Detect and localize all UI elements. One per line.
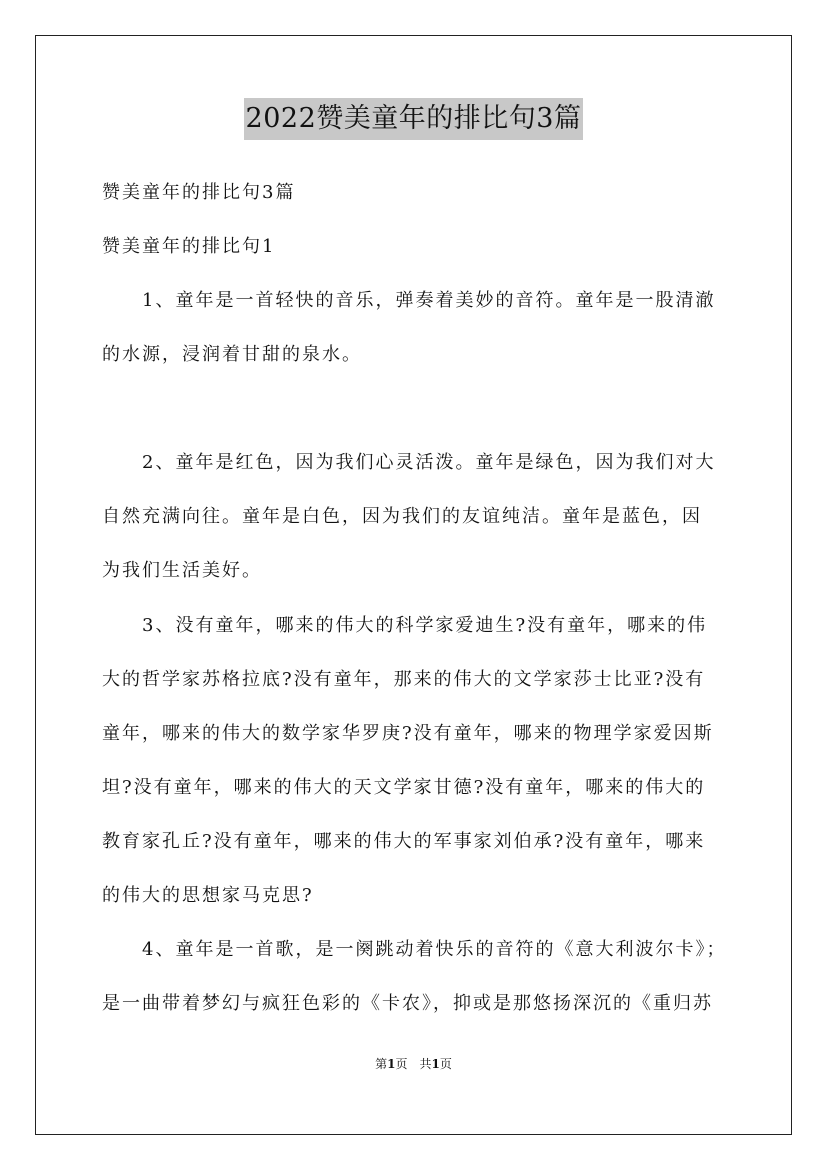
paragraph-line: 教育家孔丘?没有童年，哪来的伟大的军事家刘伯承?没有童年，哪来 <box>102 831 706 852</box>
paragraph-line: 是一曲带着梦幻与疯狂色彩的《卡农》，抑或是那悠扬深沉的《重归苏 <box>102 993 713 1014</box>
subtitle: 赞美童年的排比句3篇 <box>102 182 296 203</box>
paragraph-line: 的水源，浸润着甘甜的泉水。 <box>102 344 362 365</box>
paragraph-line: 4、童年是一首歌，是一阕跳动着快乐的音符的《意大利波尔卡》； <box>142 939 727 960</box>
page-footer <box>0 1055 827 1072</box>
footer-prefix: 第 <box>375 1057 388 1071</box>
paragraph-line: 为我们生活美好。 <box>102 560 262 581</box>
section-heading: 赞美童年的排比句1 <box>102 236 276 257</box>
footer-suffix: 页 <box>439 1057 452 1071</box>
footer-page-number: 1 <box>387 1057 396 1071</box>
footer-total-pages: 1 <box>431 1057 440 1071</box>
paragraph-line: 的伟大的思想家马克思? <box>102 885 314 906</box>
paragraph-line: 童年，哪来的伟大的数学家华罗庚?没有童年，哪来的物理学家爱因斯 <box>102 723 714 744</box>
paragraph-line: 3、没有童年，哪来的伟大的科学家爱迪生?没有童年，哪来的伟 <box>142 615 708 636</box>
paragraph-line: 坦?没有童年，哪来的伟大的天文学家甘德?没有童年，哪来的伟大的 <box>102 777 706 798</box>
paragraph-line: 1、童年是一首轻快的音乐，弹奏着美妙的音符。童年是一股清澈 <box>142 290 716 311</box>
document-title: 2022赞美童年的排比句3篇 <box>244 98 584 140</box>
paragraph-line: 大的哲学家苏格拉底?没有童年，那来的伟大的文学家莎士比亚?没有 <box>102 669 706 690</box>
footer-mid: 页 共 <box>395 1057 432 1071</box>
paragraph-line: 自然充满向往。童年是白色，因为我们的友谊纯洁。童年是蓝色，因 <box>102 506 702 527</box>
title-container <box>0 98 827 140</box>
paragraph-line: 2、童年是红色，因为我们心灵活泼。童年是绿色，因为我们对大 <box>142 452 716 473</box>
